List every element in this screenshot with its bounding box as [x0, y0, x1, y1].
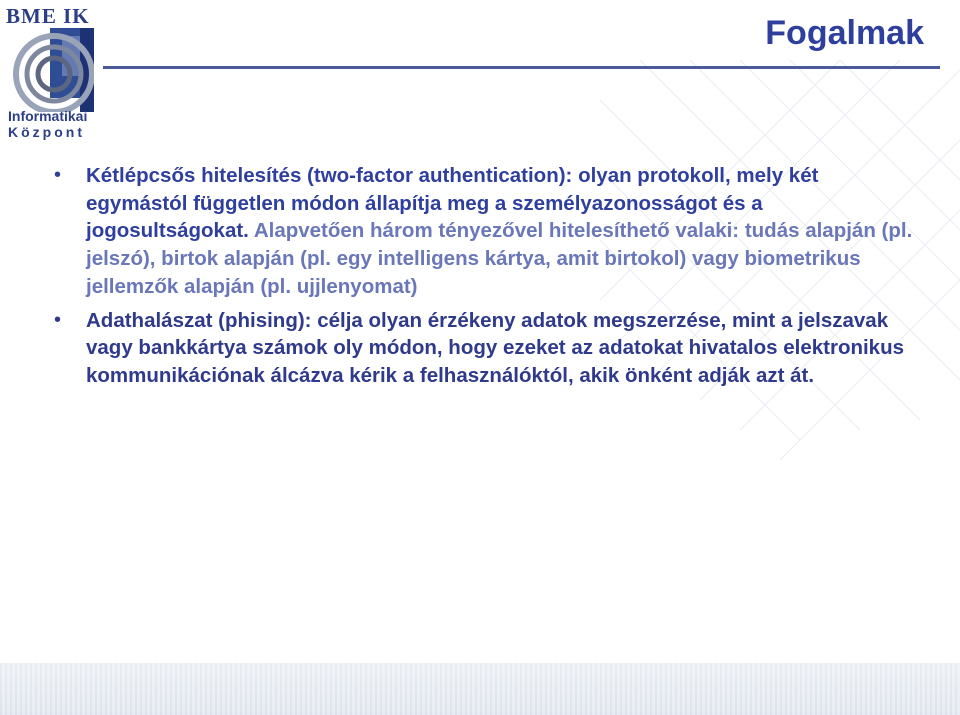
logo-emblem-icon: [10, 28, 94, 112]
logo-subtitle-informatikai: Informatikai: [8, 108, 88, 124]
bullet-list: [54, 162, 914, 396]
bullet-dot-icon: •: [54, 308, 62, 331]
bullet-phishing: [54, 307, 914, 390]
bullet-text-definition: Kétlépcsős hitelesítés (two-factor authentication): olyan protokoll, mely két egymástól független módon állapítja meg a személyazonosságot és a jogosultságokat.: [86, 164, 819, 243]
bullet-text-definition: Adathalászat (phising): célja olyan érzékeny adatok megszerzése, mint a jelszavak vagy bankkártya számok oly módon, hogy ezeket az adatokat hivatalos elektronikus kommunikációnak álcázva kérik a felhasználóktól, akik önként adják azt át.: [86, 308, 905, 387]
bullet-text-detail: Alapvetően három tényezővel hitelesíthető valaki: tudás alapján (pl. jelszó), birtok alapján (pl. egy intelligens kártya, amit birtokol) vagy biometrikus jellemzők alapján (pl. ujjlenyomat): [86, 219, 913, 298]
bme-ik-logo: [6, 4, 98, 140]
bullet-two-factor: [54, 162, 914, 301]
title-divider: [103, 66, 940, 69]
logo-title: BME IK: [6, 4, 90, 28]
slide-title: Fogalmak: [765, 14, 924, 52]
bullet-dot-icon: •: [54, 164, 62, 186]
logo-subtitle-kozpont: Központ: [8, 124, 85, 140]
bottom-decorative-band: [0, 663, 960, 715]
